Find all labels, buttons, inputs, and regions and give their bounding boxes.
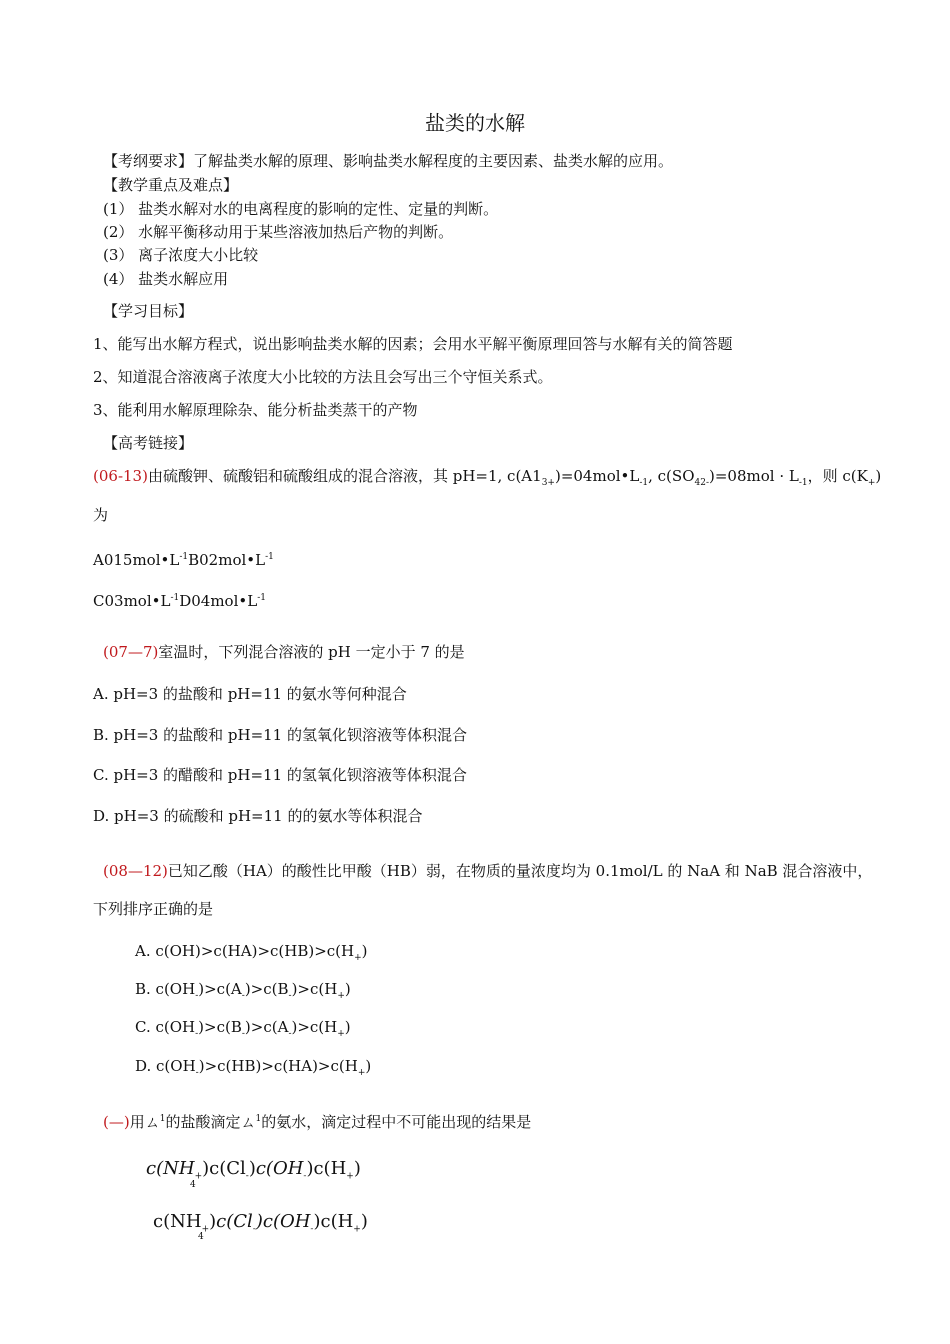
formula-part: ) <box>248 1158 256 1179</box>
question-4-stem <box>103 1109 531 1132</box>
question-3-option-b <box>135 979 351 1006</box>
charge: + <box>357 1068 366 1078</box>
formula-part: )c(H <box>306 1158 347 1179</box>
q1-text: , c(SO <box>648 467 695 485</box>
q1-text: ) <box>875 467 882 485</box>
option-text: )>c(B <box>198 1018 242 1036</box>
formula-part: ) <box>209 1211 217 1232</box>
syllabus-line <box>103 151 673 171</box>
q1-text: ，则 c(K <box>807 467 868 485</box>
charge: + <box>354 953 362 963</box>
option-text: )>c(H <box>291 1018 338 1036</box>
question-1-cont: 为 <box>93 506 109 524</box>
charge: - <box>241 991 245 1001</box>
question-3-option-c <box>135 1017 351 1044</box>
q1-exp: -1 <box>798 478 808 488</box>
q1-sub: 4 <box>694 478 701 488</box>
question-3-cont: 下列排序正确的是 <box>93 900 214 918</box>
option-text: C. c(OH <box>135 1018 196 1036</box>
formula-part: c(NH <box>153 1211 202 1232</box>
q1-charge: 3+ <box>541 478 555 488</box>
q1-text: )=08mol · L <box>709 467 799 485</box>
charge: - <box>310 1224 314 1235</box>
charge: - <box>241 1029 245 1039</box>
question-2-stem <box>103 642 465 662</box>
goal-item: 3、能利用水解原理除杂、能分析盐类蒸干的产物 <box>93 401 418 419</box>
key-point-item: (3） 离子浓度大小比较 <box>103 246 259 264</box>
formula-1 <box>146 1157 361 1189</box>
key-point-item: (1） 盐类水解对水的电离程度的影响的定性、定量的判断。 <box>103 200 499 218</box>
q4-text: 的盐酸滴定ㄙ <box>165 1113 256 1131</box>
key-points-heading: 【教学重点及难点】 <box>103 176 239 194</box>
option-text: ) <box>361 942 368 960</box>
q4-text: 的氨水，滴定过程中不可能出现的结果是 <box>261 1113 532 1131</box>
charge: - <box>195 991 199 1001</box>
formula-part: )c(Cl <box>202 1158 246 1179</box>
key-point-item: (2） 水解平衡移动用于某些溶液加热后产物的判断。 <box>103 223 454 241</box>
charge: + <box>337 1029 345 1039</box>
question-1-stem <box>93 466 881 493</box>
question-2-option: B. pH=3 的盐酸和 pH=11 的氢氧化钡溶液等体积混合 <box>93 726 467 744</box>
syllabus-text: 了解盐类水解的原理、影响盐类水解程度的主要因素、盐类水解的应用。 <box>193 152 674 170</box>
charge: + <box>346 1171 354 1182</box>
charge: - <box>288 1029 292 1039</box>
option-text: )>c(A <box>198 980 242 998</box>
charge: + <box>201 1224 210 1235</box>
charge: - <box>288 991 292 1001</box>
option-text: ) <box>344 1018 351 1036</box>
formula-part: ) <box>255 1211 263 1232</box>
option-text: )>c(HB)>c(HA)>c(H <box>198 1057 358 1075</box>
question-2-tag: (07—7) <box>103 643 159 661</box>
question-3-option-a <box>135 941 368 968</box>
option-text: ) <box>344 980 351 998</box>
option-b: B02mol•L <box>188 551 266 569</box>
charge: - <box>252 1224 256 1235</box>
option-text: B. c(OH <box>135 980 196 998</box>
q1-charge: + <box>867 478 876 488</box>
page-title: 盐类的水解 <box>425 111 525 135</box>
formula-2 <box>153 1210 368 1242</box>
q4-exp: 1 <box>159 1114 166 1124</box>
key-point-item: (4） 盐类水解应用 <box>103 270 229 288</box>
formula-2-subscript: 4 <box>198 1232 204 1242</box>
q4-text: 用ㄙ <box>129 1113 160 1131</box>
option-text: )>c(A <box>244 1018 289 1036</box>
question-3-tag: (08—12) <box>103 862 168 880</box>
option-text: ) <box>365 1057 372 1075</box>
question-2-option: A. pH=3 的盐酸和 pH=11 的氨水等何种混合 <box>93 685 407 703</box>
q3-text: 已知乙酸（HA）的酸性比甲酸（HB）弱，在物质的量浓度均为 0.1mol/L 的 NaA 和 NaB 混合溶液中， <box>167 862 873 880</box>
charge: - <box>195 1068 199 1078</box>
question-2-option: D. pH=3 的硫酸和 pH=11 的的氨水等体积混合 <box>93 807 423 825</box>
option-exp: -1 <box>179 552 189 562</box>
formula-part: c(OH <box>255 1158 304 1179</box>
q4-exp: 1 <box>255 1114 262 1124</box>
charge: - <box>195 1029 199 1039</box>
question-2-option: C. pH=3 的醋酸和 pH=11 的氢氧化钡溶液等体积混合 <box>93 766 467 784</box>
formula-part: c(NH <box>146 1158 195 1179</box>
option-a: A015mol•L <box>93 551 180 569</box>
formula-part: ) <box>353 1158 361 1179</box>
question-4-tag: (—) <box>103 1113 130 1131</box>
question-3-option-d <box>135 1056 371 1083</box>
goal-item: 2、知道混合溶液离子浓度大小比较的方法且会写出三个守恒关系式。 <box>93 368 553 386</box>
option-text: )>c(H <box>291 980 338 998</box>
formula-part: c(Cl <box>216 1211 253 1232</box>
formula-1-subscript: 4 <box>190 1180 196 1190</box>
q1-text: )=04mol•L <box>554 467 640 485</box>
q1-charge: 2- <box>700 478 710 488</box>
charge: + <box>353 1224 361 1235</box>
links-heading: 【高考链接】 <box>103 434 194 452</box>
syllabus-label: 【考纲要求】 <box>103 152 194 170</box>
charge: - <box>245 1171 249 1182</box>
option-c: C03mol•L <box>93 592 171 610</box>
question-1-tag: (06-13) <box>93 467 148 485</box>
charge: + <box>337 991 345 1001</box>
formula-part: )c(H <box>313 1211 354 1232</box>
formula-part: c(OH <box>262 1211 311 1232</box>
option-text: )>c(B <box>244 980 289 998</box>
option-d: D04mol•L <box>179 592 258 610</box>
q2-text: 室温时，下列混合溶液的 pH 一定小于 7 的是 <box>158 643 465 661</box>
charge: + <box>194 1171 203 1182</box>
q1-text: 由硫酸钾、硫酸铝和硫酸组成的混合溶液，其 pH=1, c(A1 <box>147 467 542 485</box>
goal-item: 1、能写出水解方程式，说出影响盐类水解的因素；会用水平解平衡原理回答与水解有关的简答题 <box>93 335 733 353</box>
q1-exp: -1 <box>639 478 649 488</box>
option-text: A. c(OH)>c(HA)>c(HB)>c(H <box>135 942 355 960</box>
goals-heading: 【学习目标】 <box>103 302 194 320</box>
formula-part: ) <box>360 1211 368 1232</box>
question-3-stem <box>103 861 872 881</box>
charge: - <box>303 1171 307 1182</box>
option-exp: -1 <box>257 593 266 603</box>
option-exp: -1 <box>265 552 274 562</box>
question-1-options-ab <box>93 547 274 570</box>
option-text: D. c(OH <box>135 1057 196 1075</box>
option-exp: -1 <box>170 593 180 603</box>
question-1-options-cd <box>93 588 266 611</box>
